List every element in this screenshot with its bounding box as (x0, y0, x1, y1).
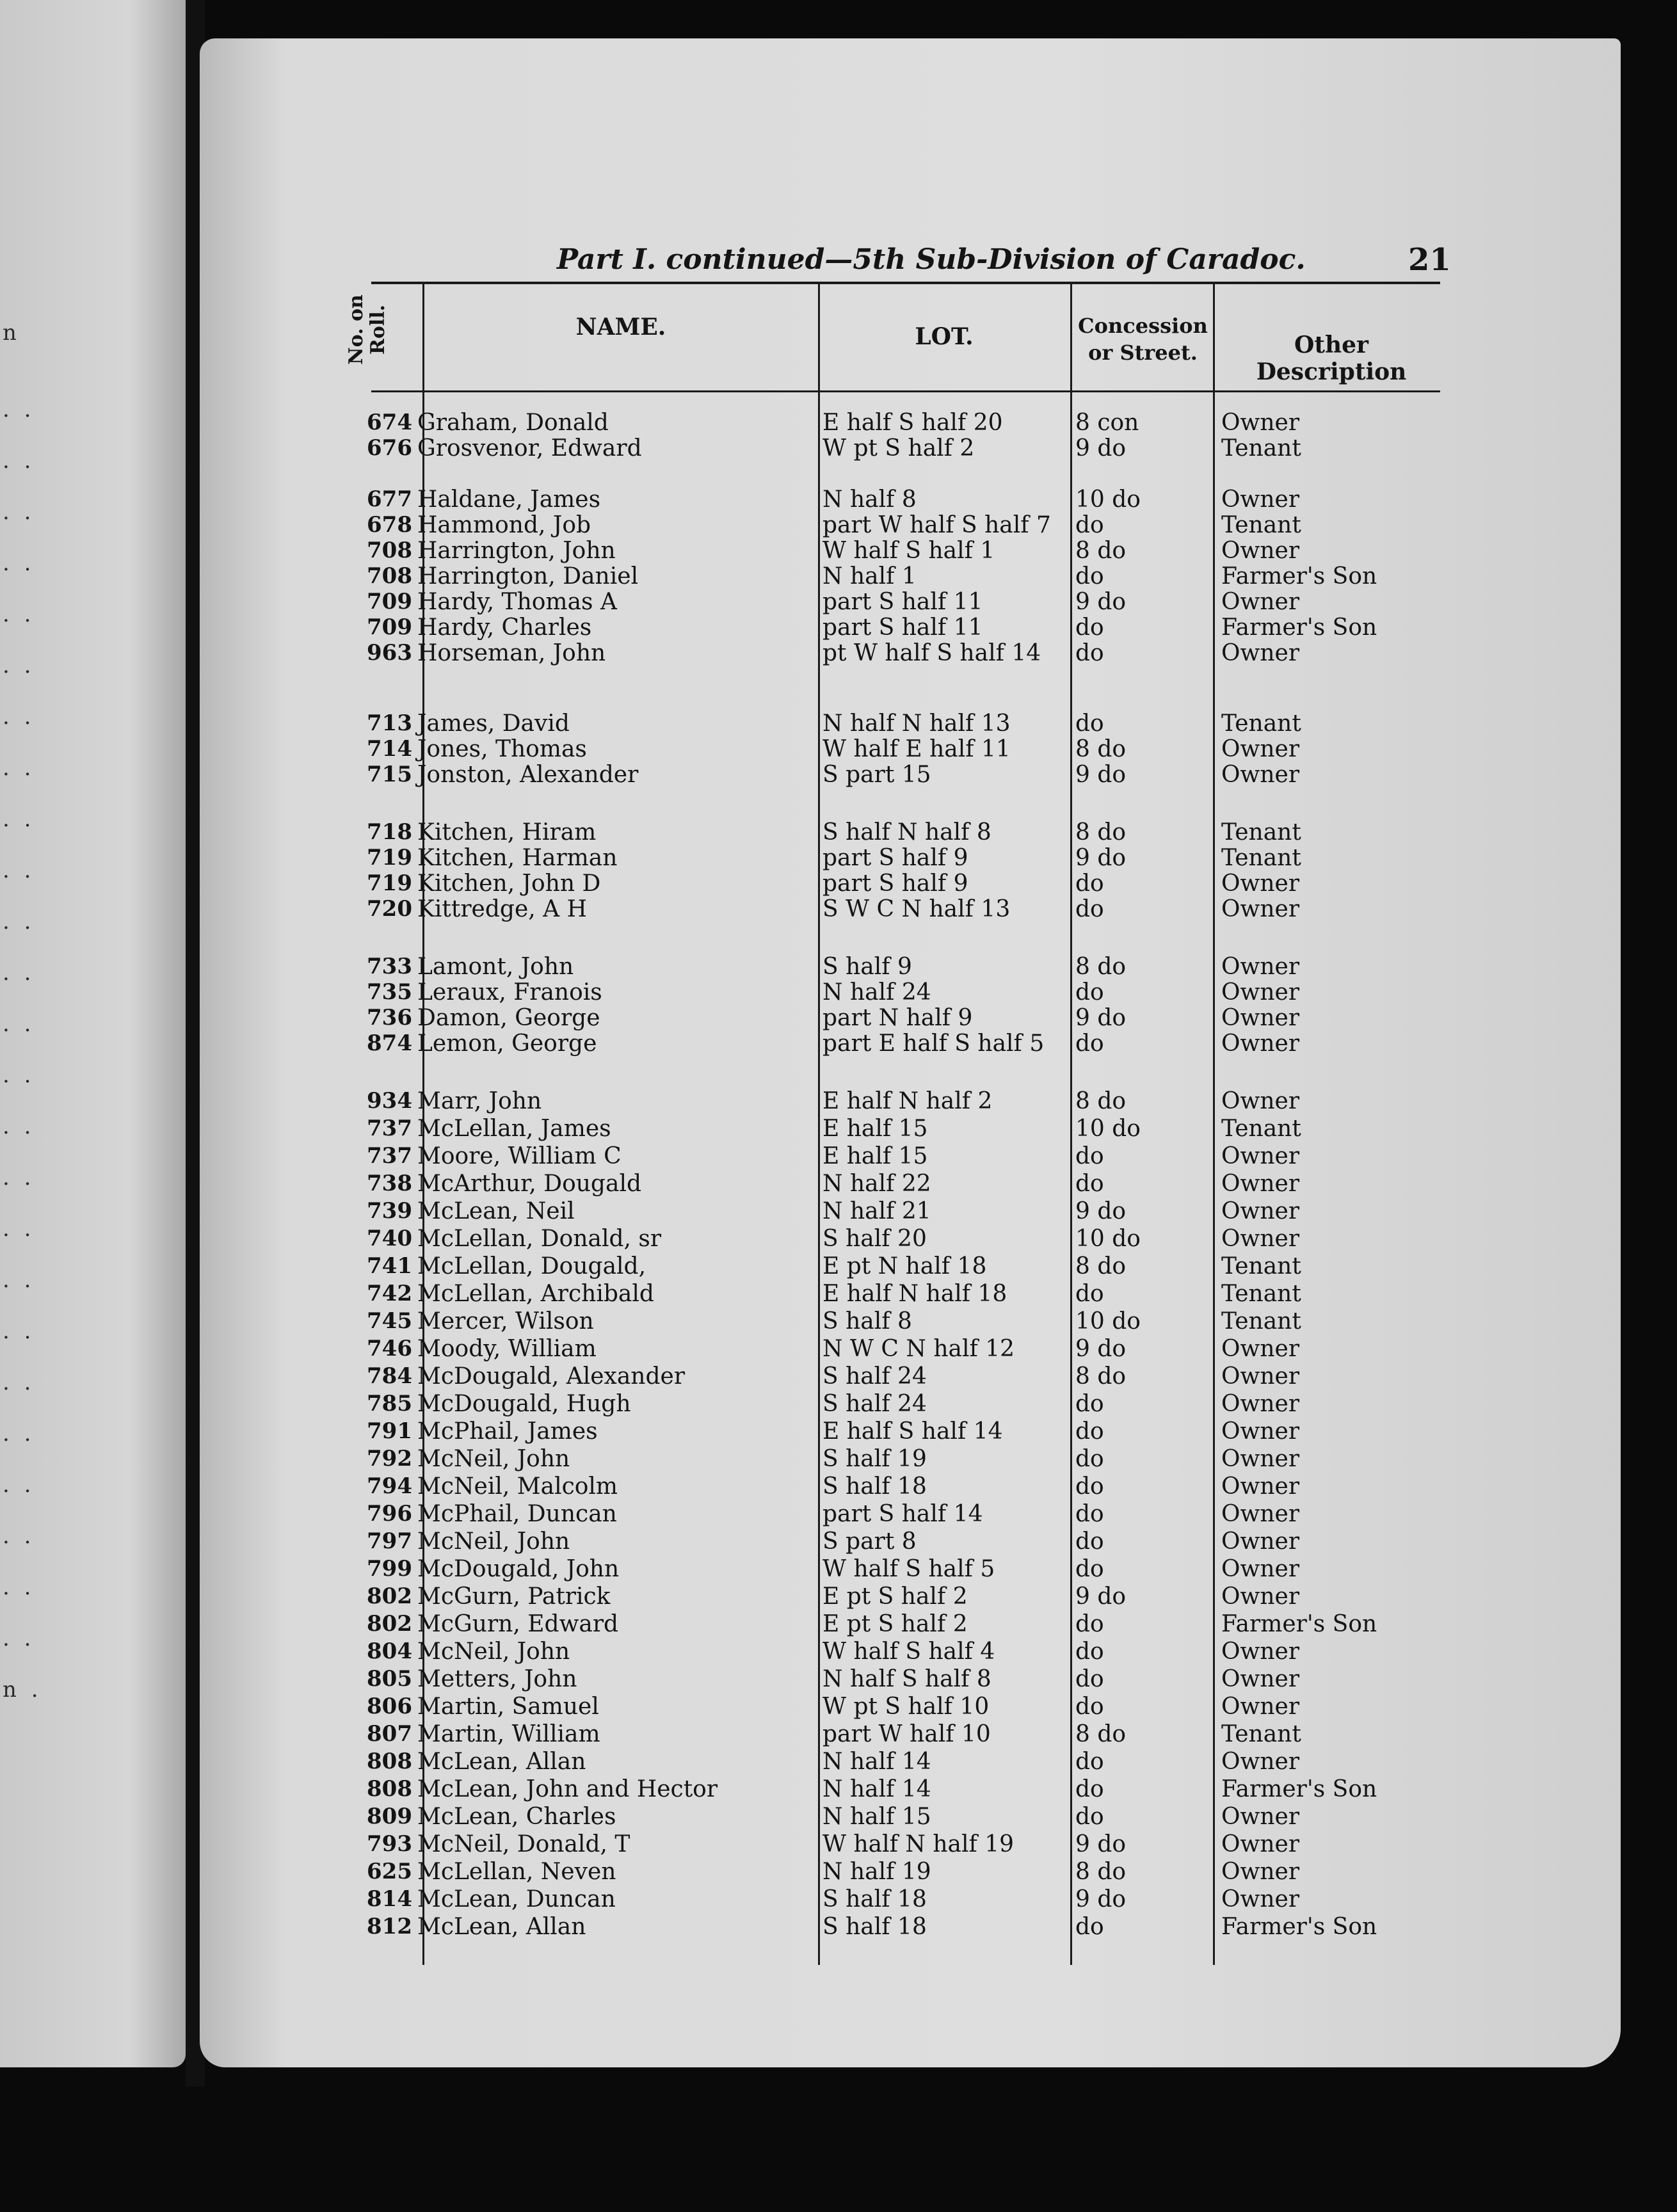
name-cell: Mercer, Wilson (417, 1308, 594, 1334)
description-cell: Owner (1221, 1005, 1300, 1031)
description-cell: Owner (1221, 1446, 1300, 1472)
lot-cell: S half 20 (822, 1226, 927, 1252)
lot-cell: E half N half 2 (822, 1088, 993, 1114)
lot-cell: W half N half 19 (822, 1831, 1015, 1857)
name-cell: Leraux, Franois (417, 979, 602, 1006)
concession-cell: do (1075, 1030, 1104, 1057)
description-cell: Owner (1221, 979, 1300, 1006)
roll-number-cell: 719 (367, 870, 412, 896)
lot-cell: N half 22 (822, 1171, 931, 1197)
roll-number-cell: 737 (367, 1116, 412, 1141)
lot-cell: W half S half 4 (822, 1639, 995, 1665)
lot-cell: part S half 9 (822, 870, 968, 897)
name-cell: Lamont, John (417, 954, 574, 980)
roll-number-cell: 808 (367, 1776, 412, 1802)
description-cell: Owner (1221, 1391, 1300, 1417)
description-cell: Farmer's Son (1221, 614, 1377, 641)
lot-cell: part S half 9 (822, 845, 968, 871)
description-cell: Tenant (1221, 1116, 1301, 1142)
roll-number-cell: 735 (367, 979, 412, 1005)
roll-number-cell: 742 (367, 1281, 412, 1306)
name-cell: Grosvenor, Edward (417, 435, 642, 461)
lot-cell: part N half 9 (822, 1005, 973, 1031)
lot-cell: S half 18 (822, 1473, 927, 1500)
lot-heading: LOT. (915, 323, 974, 350)
lot-cell: S half 8 (822, 1308, 912, 1334)
concession-cell: do (1075, 896, 1104, 922)
lot-cell: E pt S half 2 (822, 1583, 968, 1610)
name-cell: Lemon, George (417, 1030, 597, 1057)
name-cell: Kitchen, Hiram (417, 819, 597, 846)
name-cell: Marr, John (417, 1088, 542, 1114)
concession-cell: 8 do (1075, 1859, 1127, 1885)
description-cell: Farmer's Son (1221, 1611, 1377, 1637)
roll-number-cell: 708 (367, 563, 412, 589)
lot-cell: W half S half 5 (822, 1556, 995, 1582)
name-cell: Graham, Donald (417, 410, 609, 436)
roll-number-cell: 785 (367, 1391, 412, 1416)
roll-number-cell: 812 (367, 1914, 412, 1939)
concession-cell: 9 do (1075, 1831, 1127, 1857)
name-cell: Damon, George (417, 1005, 600, 1031)
roll-number-cell: 625 (367, 1859, 412, 1884)
roll-number-heading: No. on Roll. (345, 294, 389, 365)
description-cell: Owner (1221, 954, 1300, 980)
concession-cell: 8 do (1075, 1088, 1127, 1114)
lot-cell: N half 21 (822, 1198, 931, 1224)
lot-cell: N half 14 (822, 1776, 931, 1802)
concession-cell: 8 con (1075, 410, 1139, 436)
concession-cell: do (1075, 1143, 1104, 1169)
description-cell: Farmer's Son (1221, 563, 1377, 589)
concession-cell: do (1075, 1639, 1104, 1665)
concession-cell: 8 do (1075, 954, 1127, 980)
description-cell: Owner (1221, 1226, 1300, 1252)
name-cell: Hammond, Job (417, 512, 591, 538)
concession-cell: do (1075, 1501, 1104, 1527)
description-cell: Farmer's Son (1221, 1914, 1377, 1940)
roll-number-cell: 793 (367, 1831, 412, 1857)
lot-cell: part W half 10 (822, 1721, 991, 1747)
concession-cell: 9 do (1075, 1336, 1127, 1362)
name-cell: McDougald, John (417, 1556, 620, 1582)
description-cell: Tenant (1221, 1721, 1301, 1747)
name-cell: Jones, Thomas (417, 736, 587, 762)
name-cell: McPhail, James (417, 1418, 598, 1445)
name-cell: Martin, William (417, 1721, 600, 1747)
description-cell: Owner (1221, 1831, 1300, 1857)
roll-number-cell: 715 (367, 762, 412, 787)
lot-cell: N half 19 (822, 1859, 931, 1885)
lot-cell: E half N half 18 (822, 1281, 1007, 1307)
lot-cell: part S half 14 (822, 1501, 983, 1527)
roll-number-cell: 736 (367, 1005, 412, 1030)
description-cell: Owner (1221, 1886, 1300, 1912)
name-cell: McDougald, Alexander (417, 1363, 686, 1390)
lot-cell: S half 19 (822, 1446, 927, 1472)
concession-cell: do (1075, 1804, 1104, 1830)
name-cell: McNeil, John (417, 1528, 570, 1555)
description-cell: Owner (1221, 870, 1300, 897)
name-cell: McArthur, Dougald (417, 1171, 641, 1197)
description-cell: Owner (1221, 589, 1300, 615)
roll-number-cell: 804 (367, 1639, 412, 1664)
roll-number-cell: 807 (367, 1721, 412, 1747)
lot-cell: E half S half 20 (822, 410, 1003, 436)
description-cell: Owner (1221, 1501, 1300, 1527)
name-cell: McLean, Neil (417, 1198, 575, 1224)
roll-number-cell: 874 (367, 1030, 412, 1056)
name-cell: Haldane, James (417, 486, 601, 513)
concession-cell: do (1075, 1446, 1104, 1472)
concession-cell: 8 do (1075, 1253, 1127, 1279)
concession-cell: do (1075, 1694, 1104, 1720)
lot-cell: E pt N half 18 (822, 1253, 987, 1279)
concession-cell: do (1075, 1528, 1104, 1555)
lot-cell: N half 15 (822, 1804, 931, 1830)
name-cell: Horseman, John (417, 640, 606, 666)
concession-cell: 9 do (1075, 1005, 1127, 1031)
lot-cell: S half 24 (822, 1363, 927, 1390)
lot-cell: E half S half 14 (822, 1418, 1003, 1445)
roll-number-cell: 799 (367, 1556, 412, 1582)
concession-cell: do (1075, 870, 1104, 897)
name-cell: McLean, Charles (417, 1804, 616, 1830)
lot-cell: S half 9 (822, 954, 912, 980)
concession-cell: 9 do (1075, 1583, 1127, 1610)
lot-cell: part S half 11 (822, 614, 983, 641)
description-cell: Owner (1221, 486, 1300, 513)
roll-number-cell: 784 (367, 1363, 412, 1389)
description-cell: Owner (1221, 1666, 1300, 1692)
roll-number-cell: 806 (367, 1694, 412, 1719)
roll-number-cell: 719 (367, 845, 412, 870)
concession-heading: Concession or Street. (1078, 314, 1208, 365)
roll-number-cell: 741 (367, 1253, 412, 1279)
concession-column-rule (1213, 284, 1215, 1965)
concession-cell: do (1075, 512, 1104, 538)
name-column-rule (818, 284, 820, 1965)
roll-number-cell: 802 (367, 1583, 412, 1609)
name-cell: McGurn, Edward (417, 1611, 619, 1637)
roll-number-cell: 713 (367, 710, 412, 736)
roll-number-cell: 963 (367, 640, 412, 666)
concession-cell: 8 do (1075, 1721, 1127, 1747)
description-cell: Tenant (1221, 1253, 1301, 1279)
description-cell: Owner (1221, 1088, 1300, 1114)
concession-cell: 9 do (1075, 762, 1127, 788)
concession-cell: do (1075, 1281, 1104, 1307)
description-cell: Owner (1221, 1859, 1300, 1885)
name-cell: McLean, Duncan (417, 1886, 616, 1912)
description-cell: Owner (1221, 1198, 1300, 1224)
description-cell: Owner (1221, 1694, 1300, 1720)
concession-cell: do (1075, 1914, 1104, 1940)
name-heading: NAME. (575, 314, 666, 341)
name-cell: McLellan, Archibald (417, 1281, 654, 1307)
description-cell: Owner (1221, 1583, 1300, 1610)
roll-number-cell: 678 (367, 512, 412, 538)
name-cell: McLean, John and Hector (417, 1776, 718, 1802)
concession-cell: do (1075, 1556, 1104, 1582)
roll-number-cell: 737 (367, 1143, 412, 1169)
roll-number-cell: 808 (367, 1749, 412, 1774)
lot-cell: N half S half 8 (822, 1666, 991, 1692)
concession-cell: 8 do (1075, 819, 1127, 846)
name-cell: McPhail, Duncan (417, 1501, 617, 1527)
concession-cell: do (1075, 1611, 1104, 1637)
name-cell: Hardy, Thomas A (417, 589, 617, 615)
roll-number-cell: 738 (367, 1171, 412, 1196)
concession-cell: 9 do (1075, 589, 1127, 615)
lot-cell: N half 8 (822, 486, 917, 513)
concession-cell: 8 do (1075, 538, 1127, 564)
name-cell: Harrington, John (417, 538, 616, 564)
name-cell: McLean, Allan (417, 1749, 586, 1775)
roll-number-cell: 709 (367, 614, 412, 640)
roll-number-cell: 797 (367, 1528, 412, 1554)
concession-cell: do (1075, 1473, 1104, 1500)
description-cell: Owner (1221, 1639, 1300, 1665)
description-cell: Tenant (1221, 710, 1301, 737)
lot-cell: part E half S half 5 (822, 1030, 1045, 1057)
lot-cell: S part 15 (822, 762, 931, 788)
concession-cell: 10 do (1075, 1226, 1141, 1252)
name-cell: McNeil, Malcolm (417, 1473, 618, 1500)
lot-cell: E half 15 (822, 1116, 928, 1142)
concession-cell: do (1075, 1749, 1104, 1775)
description-cell: Owner (1221, 1363, 1300, 1390)
description-cell: Tenant (1221, 435, 1301, 461)
roll-number-cell: 934 (367, 1088, 412, 1114)
description-cell: Owner (1221, 1143, 1300, 1169)
roll-number-cell: 709 (367, 589, 412, 614)
name-cell: Jonston, Alexander (417, 762, 639, 788)
name-cell: Moody, William (417, 1336, 597, 1362)
name-cell: Kittredge, A H (417, 896, 587, 922)
name-cell: McLellan, Dougald, (417, 1253, 646, 1279)
lot-cell: N half 14 (822, 1749, 931, 1775)
concession-cell: do (1075, 1391, 1104, 1417)
concession-cell: do (1075, 563, 1104, 589)
lot-cell: N W C N half 12 (822, 1336, 1015, 1362)
lot-cell: N half 24 (822, 979, 931, 1006)
roll-number-cell: 676 (367, 435, 412, 461)
name-cell: McNeil, John (417, 1446, 570, 1472)
roll-number-cell: 814 (367, 1886, 412, 1912)
header-bottom-rule (371, 390, 1440, 392)
lot-cell: pt W half S half 14 (822, 640, 1041, 666)
name-cell: McLellan, Donald, sr (417, 1226, 662, 1252)
description-heading: Other Description (1256, 332, 1407, 385)
roll-number-cell: 796 (367, 1501, 412, 1527)
description-cell: Owner (1221, 640, 1300, 666)
description-cell: Owner (1221, 1804, 1300, 1830)
roll-number-cell: 714 (367, 736, 412, 762)
roll-number-cell: 718 (367, 819, 412, 845)
concession-cell: 10 do (1075, 1308, 1141, 1334)
roll-number-cell: 791 (367, 1418, 412, 1444)
lot-cell: E half 15 (822, 1143, 928, 1169)
lot-cell: S half N half 8 (822, 819, 991, 846)
lot-cell: N half N half 13 (822, 710, 1011, 737)
description-cell: Owner (1221, 538, 1300, 564)
description-cell: Owner (1221, 762, 1300, 788)
concession-cell: 8 do (1075, 1363, 1127, 1390)
description-cell: Owner (1221, 1528, 1300, 1555)
lot-cell: W half S half 1 (822, 538, 995, 564)
name-cell: McNeil, Donald, T (417, 1831, 630, 1857)
description-cell: Owner (1221, 736, 1300, 762)
name-cell: McDougald, Hugh (417, 1391, 631, 1417)
roll-number-cell: 739 (367, 1198, 412, 1224)
lot-cell: W half E half 11 (822, 736, 1011, 762)
roll-number-cell: 733 (367, 954, 412, 979)
lot-cell: part S half 11 (822, 589, 983, 615)
roll-number-cell: 745 (367, 1308, 412, 1334)
name-cell: Kitchen, John D (417, 870, 601, 897)
lot-cell: W pt S half 10 (822, 1694, 990, 1720)
description-cell: Owner (1221, 896, 1300, 922)
roll-number-cell: 677 (367, 486, 412, 512)
description-cell: Owner (1221, 1556, 1300, 1582)
concession-cell: 9 do (1075, 435, 1127, 461)
name-cell: Metters, John (417, 1666, 577, 1692)
roll-number-cell: 708 (367, 538, 412, 563)
lot-cell: S half 24 (822, 1391, 927, 1417)
concession-cell: do (1075, 710, 1104, 737)
description-cell: Owner (1221, 1336, 1300, 1362)
description-cell: Owner (1221, 1030, 1300, 1057)
name-cell: Hardy, Charles (417, 614, 592, 641)
description-cell: Tenant (1221, 1308, 1301, 1334)
description-cell: Owner (1221, 1171, 1300, 1197)
lot-cell: S half 18 (822, 1914, 927, 1940)
name-cell: McLellan, James (417, 1116, 611, 1142)
description-cell: Tenant (1221, 1281, 1301, 1307)
name-cell: James, David (417, 710, 570, 737)
description-cell: Tenant (1221, 819, 1301, 846)
description-cell: Farmer's Son (1221, 1776, 1377, 1802)
running-head: Part I. continued—5th Sub-Division of Caradoc. (557, 243, 1306, 276)
concession-cell: do (1075, 1418, 1104, 1445)
lot-cell: S half 18 (822, 1886, 927, 1912)
name-cell: McLellan, Neven (417, 1859, 616, 1885)
name-cell: McLean, Allan (417, 1914, 586, 1940)
concession-cell: do (1075, 640, 1104, 666)
concession-cell: 10 do (1075, 1116, 1141, 1142)
name-cell: Kitchen, Harman (417, 845, 618, 871)
lot-cell: W pt S half 2 (822, 435, 975, 461)
header-top-rule (371, 282, 1440, 284)
lot-cell: part W half S half 7 (822, 512, 1051, 538)
roll-number-cell: 794 (367, 1473, 412, 1499)
concession-cell: do (1075, 979, 1104, 1006)
page-number: 21 (1408, 242, 1451, 278)
name-cell: Moore, William C (417, 1143, 622, 1169)
name-cell: Martin, Samuel (417, 1694, 599, 1720)
concession-cell: 8 do (1075, 736, 1127, 762)
concession-cell: 10 do (1075, 486, 1141, 513)
previous-page-edge: n . . . . . . . . . . . . . . . . . . . . . . . . . . . . . . . . . . . . . . . . . . . . . . . . . . n . (0, 0, 186, 2067)
roll-number-cell: 809 (367, 1804, 412, 1829)
concession-cell: 9 do (1075, 1198, 1127, 1224)
roll-number-cell: 802 (367, 1611, 412, 1637)
lot-cell: S part 8 (822, 1528, 917, 1555)
lot-column-rule (1070, 284, 1072, 1965)
description-cell: Owner (1221, 410, 1300, 436)
name-cell: McNeil, John (417, 1639, 570, 1665)
roll-number-cell: 792 (367, 1446, 412, 1471)
description-cell: Owner (1221, 1473, 1300, 1500)
lot-cell: N half 1 (822, 563, 917, 589)
lot-cell: S W C N half 13 (822, 896, 1011, 922)
roll-number-cell: 720 (367, 896, 412, 922)
roll-number-cell: 740 (367, 1226, 412, 1251)
roll-number-cell: 805 (367, 1666, 412, 1692)
concession-cell: do (1075, 1776, 1104, 1802)
description-cell: Owner (1221, 1749, 1300, 1775)
description-cell: Tenant (1221, 845, 1301, 871)
concession-cell: 9 do (1075, 845, 1127, 871)
concession-cell: do (1075, 1171, 1104, 1197)
name-cell: McGurn, Patrick (417, 1583, 611, 1610)
roll-number-cell: 746 (367, 1336, 412, 1361)
name-cell: Harrington, Daniel (417, 563, 639, 589)
lot-cell: E pt S half 2 (822, 1611, 968, 1637)
concession-cell: do (1075, 614, 1104, 641)
description-cell: Owner (1221, 1418, 1300, 1445)
description-cell: Tenant (1221, 512, 1301, 538)
concession-cell: 9 do (1075, 1886, 1127, 1912)
concession-cell: do (1075, 1666, 1104, 1692)
roll-number-cell: 674 (367, 410, 412, 435)
